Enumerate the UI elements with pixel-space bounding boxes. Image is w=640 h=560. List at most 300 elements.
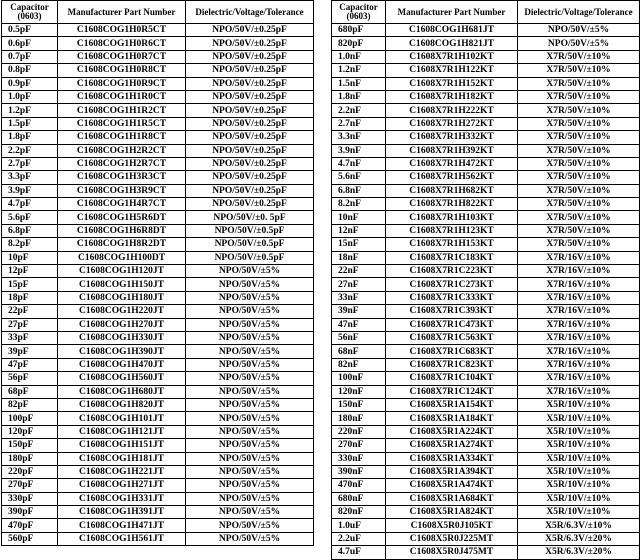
table-row <box>2 331 314 344</box>
part-number-cell: C1608X5R1A224KT <box>386 425 518 438</box>
part-number-cell: C1608X7R1C223KT <box>386 265 518 278</box>
capacitance-cell: 15nF <box>332 238 386 251</box>
spec-cell: X7R/50V/±10% <box>518 238 640 251</box>
part-number-cell: C1608COG1H1R0CT <box>58 90 186 103</box>
capacitance-cell: 6.8pF <box>2 224 58 237</box>
spec-cell: NPO/50V/±0.25pF <box>186 198 314 211</box>
spec-cell: NPO/50V/±0.5pF <box>186 238 314 251</box>
spec-cell: NPO/50V/±5% <box>186 358 314 371</box>
table-row <box>332 546 640 559</box>
spec-cell: X7R/50V/±10% <box>518 90 640 103</box>
spec-column-header: Dielectric/Voltage/Tolerance <box>518 1 640 24</box>
part-number-cell: C1608X7R1H103KT <box>386 211 518 224</box>
table-row <box>2 64 314 77</box>
table-row <box>2 305 314 318</box>
table-row <box>332 479 640 492</box>
part-number-cell: C1608X5R1A824KT <box>386 506 518 519</box>
part-number-cell: C1608COG1H681JT <box>386 24 518 37</box>
table-row <box>332 171 640 184</box>
part-number-cell: C1608X5R1A394KT <box>386 465 518 478</box>
capacitance-cell: 120nF <box>332 385 386 398</box>
table-row <box>332 211 640 224</box>
table-row <box>332 452 640 465</box>
capacitance-cell: 150pF <box>2 439 58 452</box>
capacitance-cell: 470pF <box>2 519 58 532</box>
part-number-cell: C1608COG1H1R2CT <box>58 104 186 117</box>
part-number-cell: C1608COG1H2R7CT <box>58 157 186 170</box>
capacitance-cell: 820nF <box>332 506 386 519</box>
capacitance-cell: 180pF <box>2 452 58 465</box>
capacitance-cell: 5.6pF <box>2 211 58 224</box>
part-number-cell: C1608X5R1A474KT <box>386 479 518 492</box>
spec-cell: X5R/10V/±10% <box>518 439 640 452</box>
table-row <box>2 372 314 385</box>
table-row <box>332 238 640 251</box>
part-number-cell: C1608COG1H470JT <box>58 358 186 371</box>
spec-cell: X7R/16V/±10% <box>518 305 640 318</box>
capacitance-cell: 0.5pF <box>2 24 58 37</box>
part-number-cell: C1608X7R1H392KT <box>386 144 518 157</box>
part-number-cell: C1608COG1H181JT <box>58 452 186 465</box>
part-number-cell: C1608X5R0J105KT <box>386 519 518 532</box>
table-row <box>2 131 314 144</box>
part-number-cell: C1608COG1H680JT <box>58 385 186 398</box>
table-row <box>332 77 640 90</box>
capacitance-cell: 27pF <box>2 318 58 331</box>
table-row <box>2 117 314 130</box>
table-row <box>2 157 314 170</box>
spec-cell: X5R/10V/±10% <box>518 492 640 505</box>
table-row <box>2 452 314 465</box>
table-row <box>2 77 314 90</box>
part-number-cell: C1608COG1H0R5CT <box>58 24 186 37</box>
part-number-cell: C1608X7R1H272KT <box>386 117 518 130</box>
part-number-cell: C1608X7R1H682KT <box>386 184 518 197</box>
spec-cell: X7R/50V/±10% <box>518 157 640 170</box>
part-number-cell: C1608X7R1H153KT <box>386 238 518 251</box>
capacitance-cell: 820pF <box>332 37 386 50</box>
capacitance-cell: 12pF <box>2 265 58 278</box>
table-row <box>332 532 640 545</box>
part-number-cell: C1608X7R1H182KT <box>386 90 518 103</box>
package-label: (0603) <box>346 11 371 21</box>
part-number-cell: C1608X7R1C393KT <box>386 305 518 318</box>
spec-cell: NPO/50V/±0.25pF <box>186 171 314 184</box>
capacitance-cell: 82nF <box>332 358 386 371</box>
part-number-cell: C1608X7R1H123KT <box>386 224 518 237</box>
part-number-cell: C1608X5R1A684KT <box>386 492 518 505</box>
table-row <box>2 278 314 291</box>
table-row <box>332 291 640 304</box>
capacitance-cell: 0.8pF <box>2 64 58 77</box>
part-number-cell: C1608X7R1C823KT <box>386 358 518 371</box>
part-number-cell: C1608COG1H471JT <box>58 519 186 532</box>
spec-cell: NPO/50V/±5% <box>186 506 314 519</box>
left-capacitor-table <box>1 0 314 546</box>
spec-cell: X7R/16V/±10% <box>518 318 640 331</box>
table-row <box>2 251 314 264</box>
capacitance-cell: 18nF <box>332 251 386 264</box>
capacitance-cell: 27nF <box>332 278 386 291</box>
part-number-cell: C1608COG1H271JT <box>58 479 186 492</box>
capacitance-cell: 22nF <box>332 265 386 278</box>
part-number-cell: C1608COG1H4R7CT <box>58 198 186 211</box>
spec-cell: NPO/50V/±5% <box>186 278 314 291</box>
capacitance-cell: 270nF <box>332 439 386 452</box>
spec-cell: X7R/50V/±10% <box>518 198 640 211</box>
part-number-cell: C1608COG1H1R5CT <box>58 117 186 130</box>
capacitance-cell: 220pF <box>2 465 58 478</box>
table-row <box>2 519 314 532</box>
table-row <box>2 398 314 411</box>
capacitance-cell: 100pF <box>2 412 58 425</box>
spec-cell: NPO/50V/±0. 5pF <box>186 211 314 224</box>
part-number-cell: C1608X7R1C473KT <box>386 318 518 331</box>
table-row <box>2 439 314 452</box>
part-number-cell: C1608COG1H121JT <box>58 425 186 438</box>
part-number-cell: C1608COG1H8R2DT <box>58 238 186 251</box>
capacitor-label: Capacitor <box>339 2 378 12</box>
spec-cell: NPO/50V/±0.25pF <box>186 131 314 144</box>
part-number-cell: C1608COG1H391JT <box>58 506 186 519</box>
spec-cell: X7R/50V/±10% <box>518 224 640 237</box>
table-row <box>2 104 314 117</box>
capacitance-cell: 220nF <box>332 425 386 438</box>
table-row <box>332 372 640 385</box>
spec-cell: X5R/6.3V/±10% <box>518 519 640 532</box>
spec-cell: NPO/50V/±0.25pF <box>186 77 314 90</box>
table-row <box>2 144 314 157</box>
spec-cell: X7R/50V/±10% <box>518 77 640 90</box>
capacitance-cell: 0.9pF <box>2 77 58 90</box>
part-number-column-header: Manufacturer Part Number <box>386 1 518 24</box>
capacitance-cell: 1.8pF <box>2 131 58 144</box>
table-row <box>332 50 640 63</box>
table-row <box>2 479 314 492</box>
spec-column-header: Dielectric/Voltage/Tolerance <box>186 1 314 24</box>
spec-cell: NPO/50V/±0.25pF <box>186 157 314 170</box>
part-number-cell: C1608COG1H270JT <box>58 318 186 331</box>
spec-cell: NPO/50V/±0.25pF <box>186 184 314 197</box>
table-row <box>332 331 640 344</box>
capacitance-cell: 15pF <box>2 278 58 291</box>
spec-cell: X7R/16V/±10% <box>518 278 640 291</box>
capacitance-cell: 4.7nF <box>332 157 386 170</box>
capacitance-cell: 39pF <box>2 345 58 358</box>
part-number-cell: C1608X7R1H122KT <box>386 64 518 77</box>
capacitance-cell: 1.5nF <box>332 77 386 90</box>
spec-cell: X7R/16V/±10% <box>518 385 640 398</box>
part-number-cell: C1608COG1H120JT <box>58 265 186 278</box>
part-number-cell: C1608X7R1H472KT <box>386 157 518 170</box>
part-number-cell: C1608X5R1A154KT <box>386 398 518 411</box>
part-number-cell: C1608X7R1H152KT <box>386 77 518 90</box>
table-row <box>332 385 640 398</box>
table-row <box>332 144 640 157</box>
table-row <box>332 425 640 438</box>
table-row <box>2 506 314 519</box>
spec-cell: NPO/50V/±0.25pF <box>186 64 314 77</box>
table-row <box>2 265 314 278</box>
spec-cell: X7R/50V/±10% <box>518 50 640 63</box>
capacitance-cell: 2.2nF <box>332 104 386 117</box>
spec-cell: X7R/50V/±10% <box>518 171 640 184</box>
table-row <box>2 184 314 197</box>
spec-cell: X5R/6.3V/±20% <box>518 532 640 545</box>
right-table-body <box>332 24 640 560</box>
table-row <box>2 291 314 304</box>
table-row <box>2 532 314 545</box>
capacitor-label: Capacitor <box>10 2 49 12</box>
capacitance-cell: 0.6pF <box>2 37 58 50</box>
part-number-cell: C1608COG1H151JT <box>58 439 186 452</box>
part-number-cell: C1608X7R1H102KT <box>386 50 518 63</box>
table-row <box>2 345 314 358</box>
spec-cell: X7R/50V/±10% <box>518 117 640 130</box>
capacitance-cell: 5.6nF <box>332 171 386 184</box>
spec-cell: NPO/50V/±5% <box>186 452 314 465</box>
table-row <box>332 439 640 452</box>
part-number-cell: C1608COG1H0R6CT <box>58 37 186 50</box>
table-row <box>332 465 640 478</box>
spec-cell: NPO/50V/±5% <box>186 345 314 358</box>
table-row <box>332 157 640 170</box>
table-row <box>332 519 640 532</box>
table-row <box>2 171 314 184</box>
table-row <box>2 24 314 37</box>
capacitance-cell: 10pF <box>2 251 58 264</box>
spec-cell: X7R/16V/±10% <box>518 331 640 344</box>
table-row <box>332 224 640 237</box>
capacitance-cell: 8.2nF <box>332 198 386 211</box>
capacitance-cell: 1.2nF <box>332 64 386 77</box>
table-row <box>2 465 314 478</box>
capacitance-cell: 1.0uF <box>332 519 386 532</box>
capacitance-cell: 4.7pF <box>2 198 58 211</box>
part-number-cell: C1608COG1H560JT <box>58 372 186 385</box>
spec-cell: X5R/10V/±10% <box>518 452 640 465</box>
capacitance-cell: 390pF <box>2 506 58 519</box>
capacitance-cell: 10nF <box>332 211 386 224</box>
spec-cell: NPO/50V/±5% <box>186 532 314 545</box>
table-row <box>332 198 640 211</box>
left-table-body <box>2 24 314 546</box>
table-row <box>2 385 314 398</box>
part-number-cell: C1608X7R1C183KT <box>386 251 518 264</box>
spec-cell: X5R/10V/±10% <box>518 412 640 425</box>
capacitance-cell: 3.3nF <box>332 131 386 144</box>
spec-cell: X5R/10V/±10% <box>518 425 640 438</box>
spec-cell: NPO/50V/±5% <box>186 265 314 278</box>
capacitance-cell: 18pF <box>2 291 58 304</box>
table-row <box>332 265 640 278</box>
part-number-cell: C1608COG1H221JT <box>58 465 186 478</box>
part-number-cell: C1608X7R1C124KT <box>386 385 518 398</box>
capacitance-cell: 3.9nF <box>332 144 386 157</box>
table-row <box>2 211 314 224</box>
table-row <box>332 278 640 291</box>
capacitance-cell: 12nF <box>332 224 386 237</box>
part-number-cell: C1608X7R1C273KT <box>386 278 518 291</box>
part-number-cell: C1608X5R1A184KT <box>386 412 518 425</box>
spec-cell: X7R/16V/±10% <box>518 345 640 358</box>
table-row <box>2 238 314 251</box>
table-row <box>332 24 640 37</box>
table-row <box>332 131 640 144</box>
part-number-cell: C1608COG1H3R3CT <box>58 171 186 184</box>
capacitance-cell: 8.2pF <box>2 238 58 251</box>
table-row <box>332 358 640 371</box>
spec-cell: NPO/50V/±5% <box>518 37 640 50</box>
table-row <box>2 492 314 505</box>
spec-cell: NPO/50V/±5% <box>186 412 314 425</box>
part-number-cell: C1608COG1H150JT <box>58 278 186 291</box>
part-number-cell: C1608COG1H561JT <box>58 532 186 545</box>
capacitance-cell: 270pF <box>2 479 58 492</box>
spec-cell: NPO/50V/±0.25pF <box>186 104 314 117</box>
spec-cell: X7R/16V/±10% <box>518 291 640 304</box>
capacitance-cell: 150nF <box>332 398 386 411</box>
capacitance-cell: 33nF <box>332 291 386 304</box>
right-capacitor-table <box>331 0 640 560</box>
table-row <box>332 318 640 331</box>
spec-cell: NPO/50V/±0.25pF <box>186 50 314 63</box>
capacitance-cell: 1.0pF <box>2 90 58 103</box>
spec-cell: NPO/50V/±5% <box>186 291 314 304</box>
spec-cell: NPO/50V/±0.25pF <box>186 90 314 103</box>
spec-cell: X5R/10V/±10% <box>518 479 640 492</box>
capacitor-column-header <box>332 1 386 24</box>
spec-cell: X5R/10V/±10% <box>518 465 640 478</box>
spec-cell: X7R/50V/±10% <box>518 64 640 77</box>
part-number-cell: C1608X5R0J475MT <box>386 546 518 559</box>
part-number-cell: C1608COG1H220JT <box>58 305 186 318</box>
table-row <box>332 251 640 264</box>
spec-cell: NPO/50V/±5% <box>186 439 314 452</box>
part-number-cell: C1608COG1H180JT <box>58 291 186 304</box>
table-row <box>332 184 640 197</box>
capacitance-cell: 120pF <box>2 425 58 438</box>
part-number-cell: C1608X7R1H562KT <box>386 171 518 184</box>
capacitance-cell: 560pF <box>2 532 58 545</box>
capacitance-cell: 0.7pF <box>2 50 58 63</box>
part-number-cell: C1608COG1H0R9CT <box>58 77 186 90</box>
table-row <box>332 117 640 130</box>
capacitance-cell: 47pF <box>2 358 58 371</box>
spec-cell: NPO/50V/±5% <box>518 24 640 37</box>
part-number-cell: C1608COG1H3R9CT <box>58 184 186 197</box>
capacitance-cell: 47nF <box>332 318 386 331</box>
part-number-cell: C1608COG1H6R8DT <box>58 224 186 237</box>
spec-cell: X7R/50V/±10% <box>518 131 640 144</box>
table-row <box>2 50 314 63</box>
table-row <box>332 64 640 77</box>
capacitance-cell: 3.3pF <box>2 171 58 184</box>
capacitance-cell: 330nF <box>332 452 386 465</box>
spec-cell: X5R/10V/±10% <box>518 398 640 411</box>
table-row <box>2 412 314 425</box>
capacitance-cell: 180nF <box>332 412 386 425</box>
part-number-cell: C1608X7R1C333KT <box>386 291 518 304</box>
part-number-cell: C1608X7R1H332KT <box>386 131 518 144</box>
table-row <box>2 90 314 103</box>
part-number-cell: C1608X7R1C683KT <box>386 345 518 358</box>
spec-cell: NPO/50V/±5% <box>186 372 314 385</box>
capacitance-cell: 1.0nF <box>332 50 386 63</box>
capacitance-cell: 22pF <box>2 305 58 318</box>
spec-cell: NPO/50V/±0.25pF <box>186 117 314 130</box>
table-row <box>332 90 640 103</box>
spec-cell: NPO/50V/±5% <box>186 492 314 505</box>
table-row <box>2 198 314 211</box>
part-number-cell: C1608COG1H1R8CT <box>58 131 186 144</box>
spec-cell: X7R/16V/±10% <box>518 251 640 264</box>
capacitance-cell: 1.2pF <box>2 104 58 117</box>
spec-cell: X7R/16V/±10% <box>518 358 640 371</box>
part-number-cell: C1608X7R1H222KT <box>386 104 518 117</box>
part-number-cell: C1608COG1H5R6DT <box>58 211 186 224</box>
spec-cell: X5R/6.3V/±20% <box>518 546 640 559</box>
spec-cell: NPO/50V/±5% <box>186 479 314 492</box>
spec-cell: X7R/16V/±10% <box>518 265 640 278</box>
part-number-cell: C1608X7R1C563KT <box>386 331 518 344</box>
capacitance-cell: 6.8nF <box>332 184 386 197</box>
part-number-cell: C1608X5R1A334KT <box>386 452 518 465</box>
part-number-cell: C1608X5R0J225MT <box>386 532 518 545</box>
capacitance-cell: 82pF <box>2 398 58 411</box>
table-row <box>332 492 640 505</box>
table-row <box>2 358 314 371</box>
table-row <box>2 224 314 237</box>
part-number-cell: C1608X7R1C104KT <box>386 372 518 385</box>
table-row <box>2 318 314 331</box>
spec-cell: X7R/16V/±10% <box>518 372 640 385</box>
table-row <box>2 37 314 50</box>
spec-cell: NPO/50V/±5% <box>186 398 314 411</box>
spec-cell: X7R/50V/±10% <box>518 211 640 224</box>
spec-cell: NPO/50V/±0.25pF <box>186 24 314 37</box>
part-number-cell: C1608COG1H820JT <box>58 398 186 411</box>
table-row <box>332 37 640 50</box>
spec-cell: NPO/50V/±5% <box>186 465 314 478</box>
table-row <box>332 104 640 117</box>
part-number-cell: C1608COG1H2R2CT <box>58 144 186 157</box>
part-number-cell: C1608COG1H0R7CT <box>58 50 186 63</box>
package-label: (0603) <box>17 11 42 21</box>
part-number-cell: C1608COG1H100DT <box>58 251 186 264</box>
spec-cell: X7R/50V/±10% <box>518 104 640 117</box>
capacitance-cell: 2.7pF <box>2 157 58 170</box>
table-row <box>332 398 640 411</box>
capacitance-cell: 680pF <box>332 24 386 37</box>
capacitance-cell: 390nF <box>332 465 386 478</box>
spec-cell: NPO/50V/±0.25pF <box>186 37 314 50</box>
capacitance-cell: 68nF <box>332 345 386 358</box>
spec-cell: X5R/10V/±10% <box>518 506 640 519</box>
spec-cell: NPO/50V/±5% <box>186 425 314 438</box>
capacitance-cell: 680nF <box>332 492 386 505</box>
part-number-cell: C1608COG1H331JT <box>58 492 186 505</box>
part-number-cell: C1608COG1H330JT <box>58 331 186 344</box>
capacitance-cell: 1.5pF <box>2 117 58 130</box>
part-number-cell: C1608COG1H390JT <box>58 345 186 358</box>
spec-cell: NPO/50V/±5% <box>186 331 314 344</box>
part-number-cell: C1608COG1H101JT <box>58 412 186 425</box>
part-number-cell: C1608COG1H821JT <box>386 37 518 50</box>
spec-cell: NPO/50V/±0.25pF <box>186 144 314 157</box>
capacitance-cell: 33pF <box>2 331 58 344</box>
part-number-cell: C1608X7R1H822KT <box>386 198 518 211</box>
